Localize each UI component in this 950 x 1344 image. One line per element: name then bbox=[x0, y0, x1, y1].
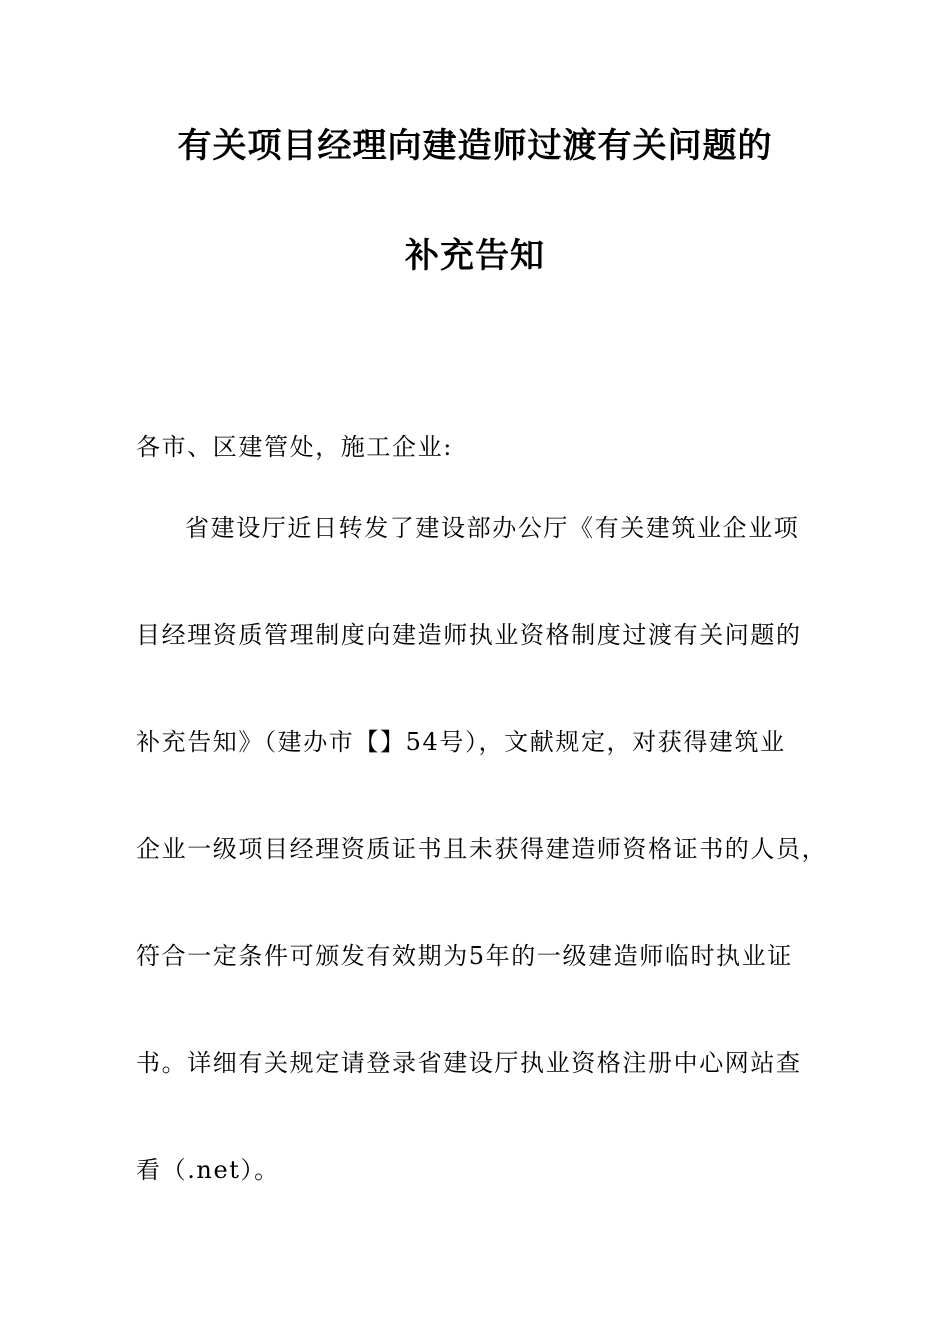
document-title-line-1: 有关项目经理向建造师过渡有关问题的 bbox=[177, 126, 773, 166]
salutation: 各市、区建管处，施工企业: bbox=[136, 433, 453, 461]
body-line-6: 书。详细有关规定请登录省建设厅执业资格注册中心网站查 bbox=[136, 1049, 802, 1077]
body-line-3: 补充告知》（建办市【】54号），文献规定，对获得建筑业 bbox=[136, 728, 786, 756]
body-line-2: 目经理资质管理制度向建造师执业资格制度过渡有关问题的 bbox=[136, 621, 802, 649]
body-line-7: 看（.net）。 bbox=[136, 1156, 280, 1184]
body-line-5: 符合一定条件可颁发有效期为5年的一级建造师临时执业证 bbox=[136, 942, 793, 970]
body-line-4: 企业一级项目经理资质证书且未获得建造师资格证书的人员， bbox=[136, 835, 828, 863]
document-title-line-2: 补充告知 bbox=[405, 236, 545, 276]
body-line-1: 省建设厅近日转发了建设部办公厅《有关建筑业企业项 bbox=[185, 514, 800, 542]
